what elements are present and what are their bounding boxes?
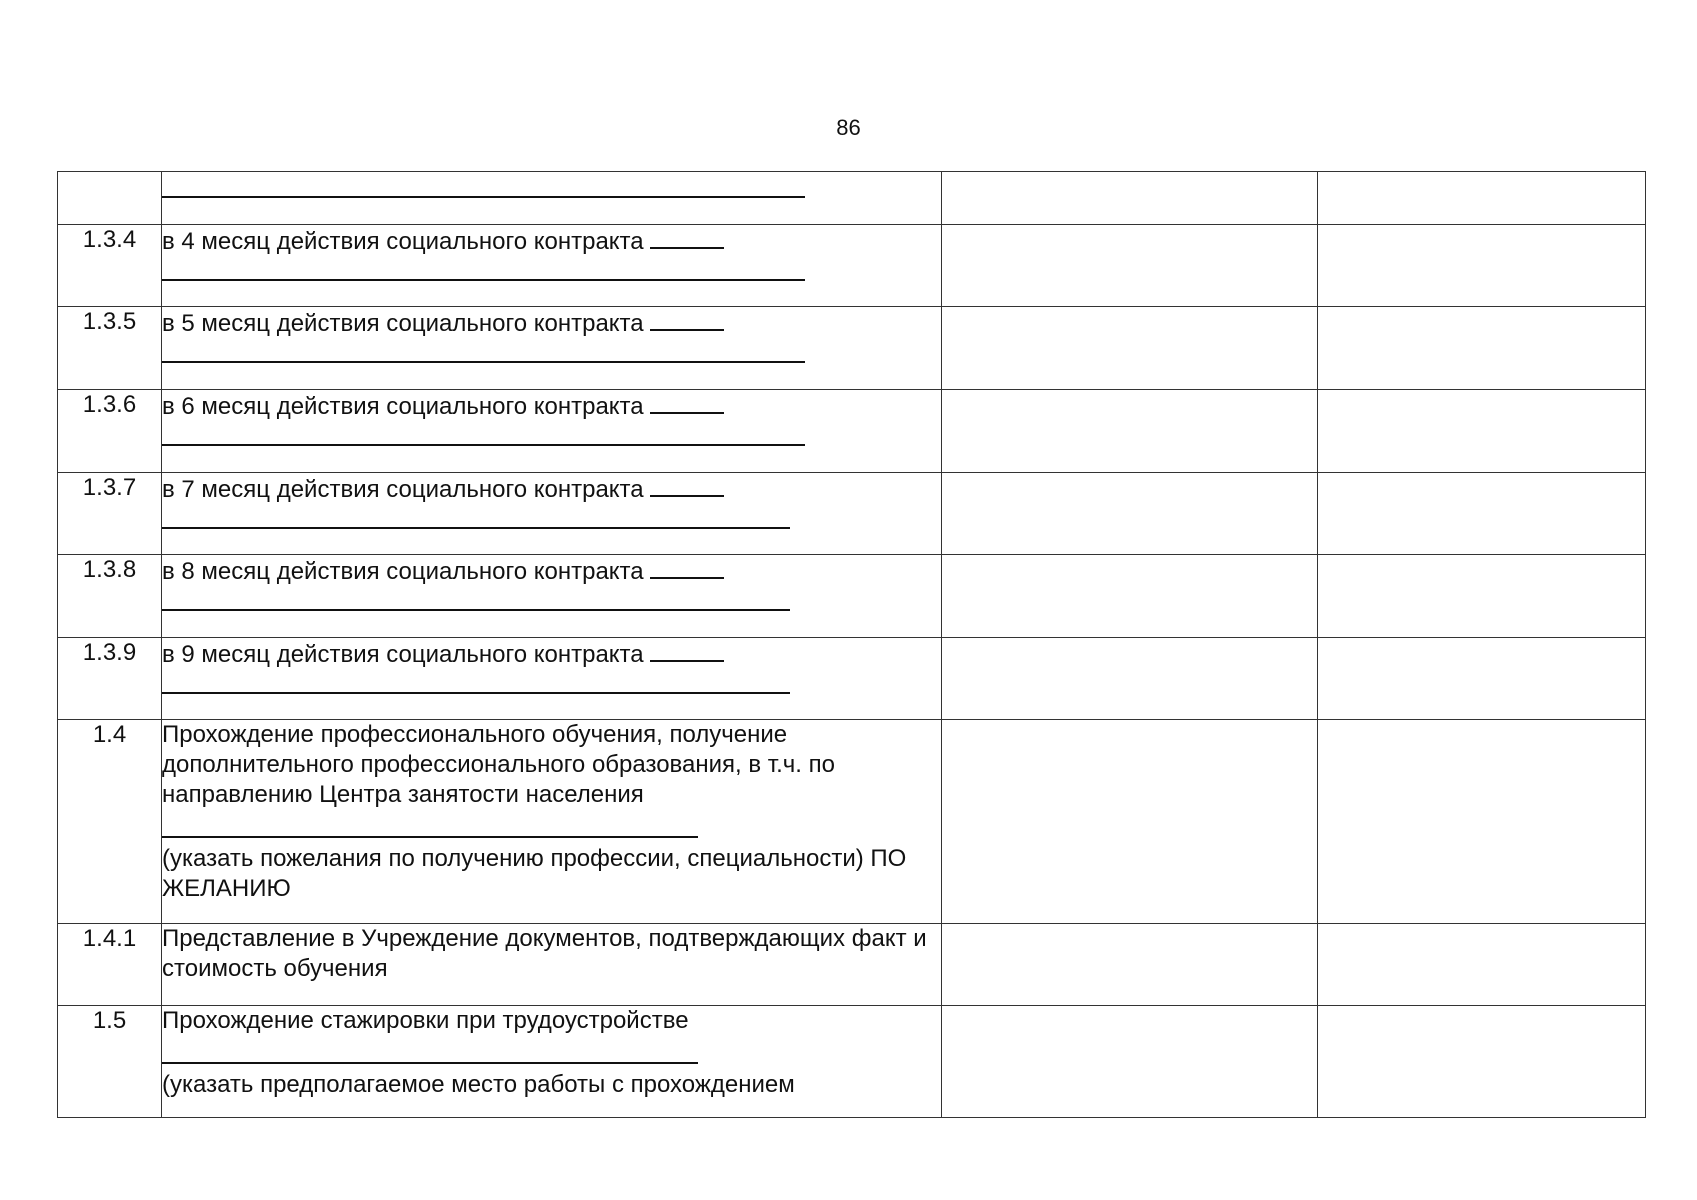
table-row <box>58 924 1646 1006</box>
empty-cell <box>1318 473 1646 555</box>
row-text: в 7 месяц действия социального контракта <box>162 476 644 503</box>
fill-line <box>162 174 805 198</box>
empty-cell <box>942 390 1318 473</box>
row-description <box>162 390 942 473</box>
row-text: в 8 месяц действия социального контракта <box>162 558 644 585</box>
empty-cell <box>942 638 1318 720</box>
fill-blank <box>650 390 724 414</box>
row-description <box>162 720 942 924</box>
fill-line <box>162 257 805 281</box>
row-description <box>162 307 942 390</box>
table-row <box>58 225 1646 307</box>
fill-blank <box>650 638 724 662</box>
fill-blank <box>650 473 724 497</box>
empty-cell <box>942 473 1318 555</box>
fill-line <box>162 587 790 611</box>
fill-line <box>162 505 790 529</box>
row-text: Прохождение профессионального обучения, получение дополнительного профессионального образования, в т.ч. по направлению Центра занятости населения <box>162 721 835 808</box>
table-row <box>58 307 1646 390</box>
row-description <box>162 473 942 555</box>
empty-cell <box>1318 225 1646 307</box>
row-text: Представление в Учреждение документов, подтверждающих факт и стоимость обучения <box>162 925 927 982</box>
table-row <box>58 555 1646 638</box>
row-note: (указать предполагаемое место работы с прохождением <box>162 1071 795 1098</box>
empty-cell <box>1318 172 1646 225</box>
fill-line <box>162 339 805 363</box>
empty-cell <box>942 924 1318 1006</box>
fill-blank <box>650 307 724 331</box>
row-description <box>162 924 942 1006</box>
row-note: (указать пожелания по получению профессии, специальности) ПО ЖЕЛАНИЮ <box>162 845 907 902</box>
row-description <box>162 225 942 307</box>
row-description <box>162 172 942 225</box>
empty-cell <box>1318 720 1646 924</box>
row-text: в 5 месяц действия социального контракта <box>162 310 644 337</box>
row-text: в 4 месяц действия социального контракта <box>162 228 644 255</box>
empty-cell <box>942 1006 1318 1118</box>
fill-line <box>162 422 805 446</box>
fill-line <box>162 810 698 838</box>
row-number <box>58 172 162 225</box>
row-text: Прохождение стажировки при трудоустройстве <box>162 1007 689 1034</box>
empty-cell <box>1318 555 1646 638</box>
table-row <box>58 390 1646 473</box>
page-number: 86 <box>836 115 861 140</box>
row-description <box>162 1006 942 1118</box>
fill-blank <box>650 225 724 249</box>
table-row <box>58 1006 1646 1118</box>
empty-cell <box>942 555 1318 638</box>
fill-line <box>162 670 790 694</box>
empty-cell <box>942 307 1318 390</box>
row-number: 1.3.4 <box>58 225 162 307</box>
row-number: 1.3.5 <box>58 307 162 390</box>
row-number: 1.3.6 <box>58 390 162 473</box>
empty-cell <box>1318 638 1646 720</box>
empty-cell <box>1318 390 1646 473</box>
row-number: 1.3.7 <box>58 473 162 555</box>
empty-cell <box>942 720 1318 924</box>
row-number: 1.3.9 <box>58 638 162 720</box>
row-number: 1.4 <box>58 720 162 924</box>
table-row <box>58 638 1646 720</box>
empty-cell <box>1318 1006 1646 1118</box>
empty-cell <box>1318 307 1646 390</box>
empty-cell <box>1318 924 1646 1006</box>
row-number: 1.4.1 <box>58 924 162 1006</box>
empty-cell <box>942 172 1318 225</box>
row-text: в 6 месяц действия социального контракта <box>162 393 644 420</box>
empty-cell <box>942 225 1318 307</box>
table-row <box>58 172 1646 225</box>
row-number: 1.3.8 <box>58 555 162 638</box>
fill-line <box>162 1036 698 1064</box>
table-row <box>58 720 1646 924</box>
row-number: 1.5 <box>58 1006 162 1118</box>
row-description <box>162 638 942 720</box>
plan-table <box>57 171 1646 1118</box>
table-row <box>58 473 1646 555</box>
row-text: в 9 месяц действия социального контракта <box>162 641 644 668</box>
fill-blank <box>650 555 724 579</box>
row-description <box>162 555 942 638</box>
